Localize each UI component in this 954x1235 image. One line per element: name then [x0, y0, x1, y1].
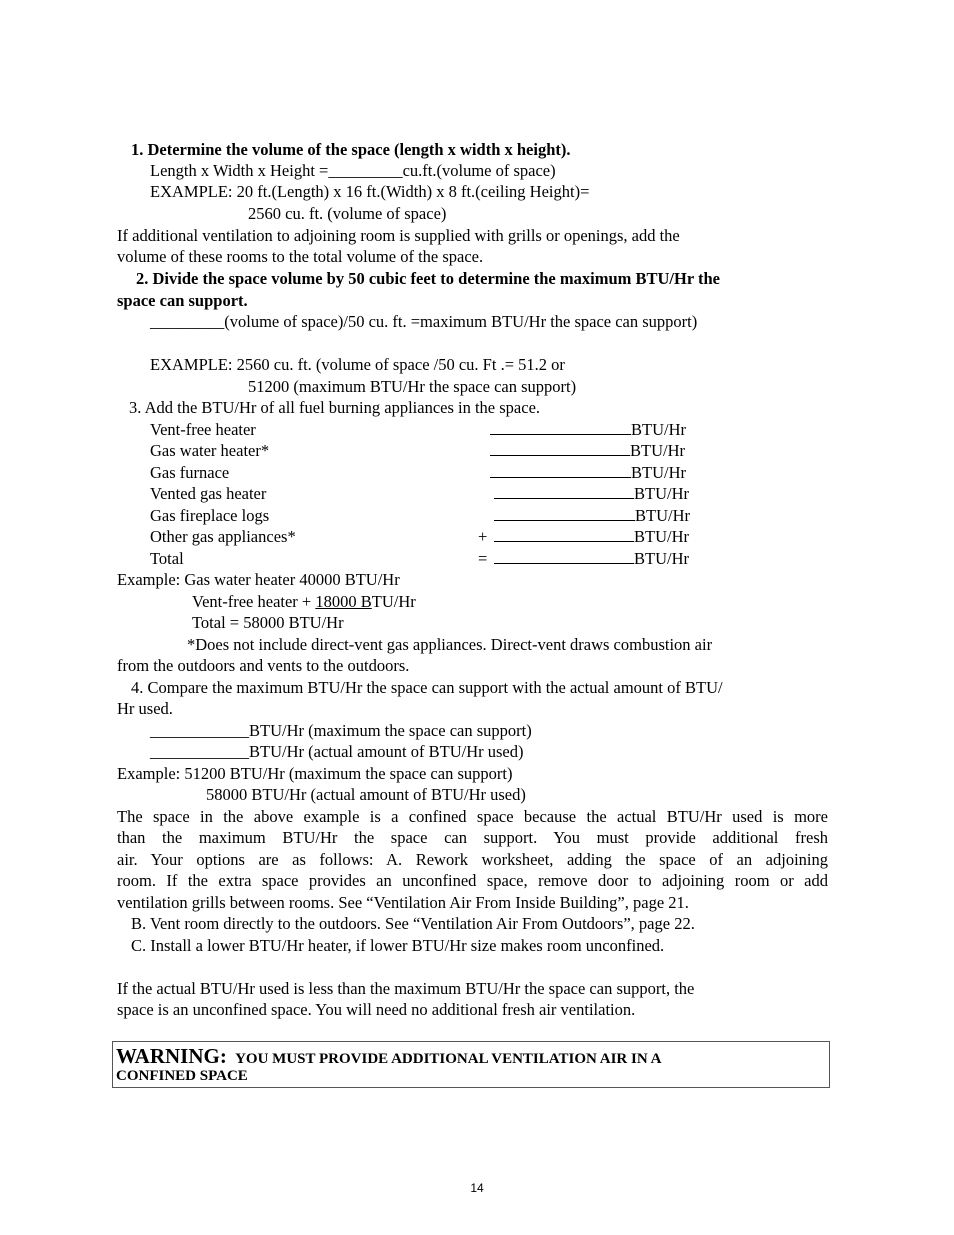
step3-example-line3: Total = 58000 BTU/Hr — [192, 613, 344, 632]
unconfined-line1: If the actual BTU/Hr used is less than the maximum BTU/Hr the space can support, the — [117, 979, 695, 998]
option-c: C. Install a lower BTU/Hr heater, if lower BTU/Hr size makes room unconfined. — [131, 936, 665, 955]
step3-note-line2: from the outdoors and vents to the outdoors. — [117, 656, 410, 675]
step1-para-line1: If additional ventilation to adjoining room is supplied with grills or openings, add the — [117, 226, 680, 245]
step4-para-line: The space in the above example is a confined space because the actual BTU/Hr used is more — [117, 807, 828, 826]
step4-example-line2: 58000 BTU/Hr (actual amount of BTU/Hr used) — [206, 785, 526, 804]
warning-box — [112, 1041, 830, 1088]
step2-heading-line1: 2. Divide the space volume by 50 cubic feet to determine the maximum BTU/Hr the — [136, 269, 720, 288]
step1-heading: 1. Determine the volume of the space (length x width x height). — [131, 140, 571, 159]
option-b: B. Vent room directly to the outdoors. See “Ventilation Air From Outdoors”, page 22. — [131, 914, 695, 933]
btu-blank — [490, 463, 631, 478]
appliance-entry — [490, 440, 685, 461]
step3-example-line1: Example: Gas water heater 40000 BTU/Hr — [117, 570, 400, 589]
step4-para-line: ventilation grills between rooms. See “Ventilation Air From Inside Building”, page 21. — [117, 893, 689, 912]
appliance-label: Vented gas heater — [150, 484, 267, 503]
step4-para-line: than the maximum BTU/Hr the space can support. You must provide additional fresh — [117, 828, 828, 847]
unit-label: BTU/Hr — [631, 463, 686, 482]
warning-label: WARNING: — [116, 1044, 227, 1068]
btu-blank — [494, 506, 635, 521]
example-underlined-text: 18000 B — [315, 592, 372, 611]
appliance-label: Gas furnace — [150, 463, 230, 482]
appliance-label: Gas fireplace logs — [150, 506, 270, 525]
warning-text: YOU MUST PROVIDE ADDITIONAL VENTILATION AIR IN A — [235, 1051, 662, 1067]
step3-note-line1: *Does not include direct-vent gas appliances. Direct-vent draws combustion air — [187, 635, 713, 654]
appliance-prefix: = — [478, 549, 488, 568]
step1-para-line2: volume of these rooms to the total volume of the space. — [117, 247, 484, 266]
unit-label: BTU/Hr — [630, 441, 685, 460]
example-text: TU/Hr — [371, 592, 416, 611]
appliance-entry — [490, 419, 686, 440]
step2-formula: _________(volume of space)/50 cu. ft. =maximum BTU/Hr the space can support) — [150, 312, 698, 331]
btu-blank — [494, 527, 634, 542]
step1-example-line1: EXAMPLE: 20 ft.(Length) x 16 ft.(Width) x 8 ft.(ceiling Height)= — [150, 182, 590, 201]
unit-label: BTU/Hr — [635, 506, 690, 525]
step3-example-line2 — [192, 591, 416, 612]
step2-example-line1: EXAMPLE: 2560 cu. ft. (volume of space /50 cu. Ft .= 51.2 or — [150, 355, 565, 374]
appliance-label: Vent-free heater — [150, 420, 256, 439]
step1-formula: Length x Width x Height =_________cu.ft.(volume of space) — [150, 161, 556, 180]
step3-heading: 3. Add the BTU/Hr of all fuel burning appliances in the space. — [129, 398, 541, 417]
unit-label: BTU/Hr — [634, 549, 689, 568]
appliance-prefix: + — [478, 527, 488, 546]
page-number: 14 — [470, 1181, 484, 1195]
unconfined-line2: space is an unconfined space. You will need no additional fresh air ventilation. — [117, 1000, 636, 1019]
step4-line-max: ____________BTU/Hr (maximum the space can support) — [150, 721, 532, 740]
example-text: Vent-free heater + — [192, 592, 316, 611]
warning-line2: CONFINED SPACE — [116, 1068, 248, 1084]
unit-label: BTU/Hr — [634, 527, 689, 546]
btu-blank — [490, 441, 630, 456]
step4-example-line1: Example: 51200 BTU/Hr (maximum the space can support) — [117, 764, 513, 783]
btu-blank — [490, 420, 631, 435]
appliance-entry — [494, 505, 690, 526]
appliance-entry — [494, 526, 689, 547]
step4-heading-line1: 4. Compare the maximum BTU/Hr the space can support with the actual amount of BTU/ — [131, 678, 723, 697]
step4-para-line: air. Your options are as follows: A. Rework worksheet, adding the space of an adjoining — [117, 850, 828, 869]
step2-heading-line2: space can support. — [117, 291, 248, 310]
appliance-label: Total — [150, 549, 184, 568]
unit-label: BTU/Hr — [631, 420, 686, 439]
step4-line-actual: ____________BTU/Hr (actual amount of BTU/Hr used) — [150, 742, 524, 761]
appliance-entry — [494, 483, 689, 504]
step4-heading-line2: Hr used. — [117, 699, 173, 718]
appliance-label: Gas water heater* — [150, 441, 270, 460]
btu-blank — [494, 549, 634, 564]
appliance-entry — [494, 548, 689, 569]
step2-example-line2: 51200 (maximum BTU/Hr the space can support) — [248, 377, 577, 396]
unit-label: BTU/Hr — [634, 484, 689, 503]
appliance-entry — [490, 462, 686, 483]
step1-example-line2: 2560 cu. ft. (volume of space) — [248, 204, 447, 223]
btu-blank — [494, 484, 634, 499]
appliance-label: Other gas appliances* — [150, 527, 296, 546]
step4-para-line: room. If the extra space provides an unconfined space, remove door to adjoining room or add — [117, 871, 828, 890]
